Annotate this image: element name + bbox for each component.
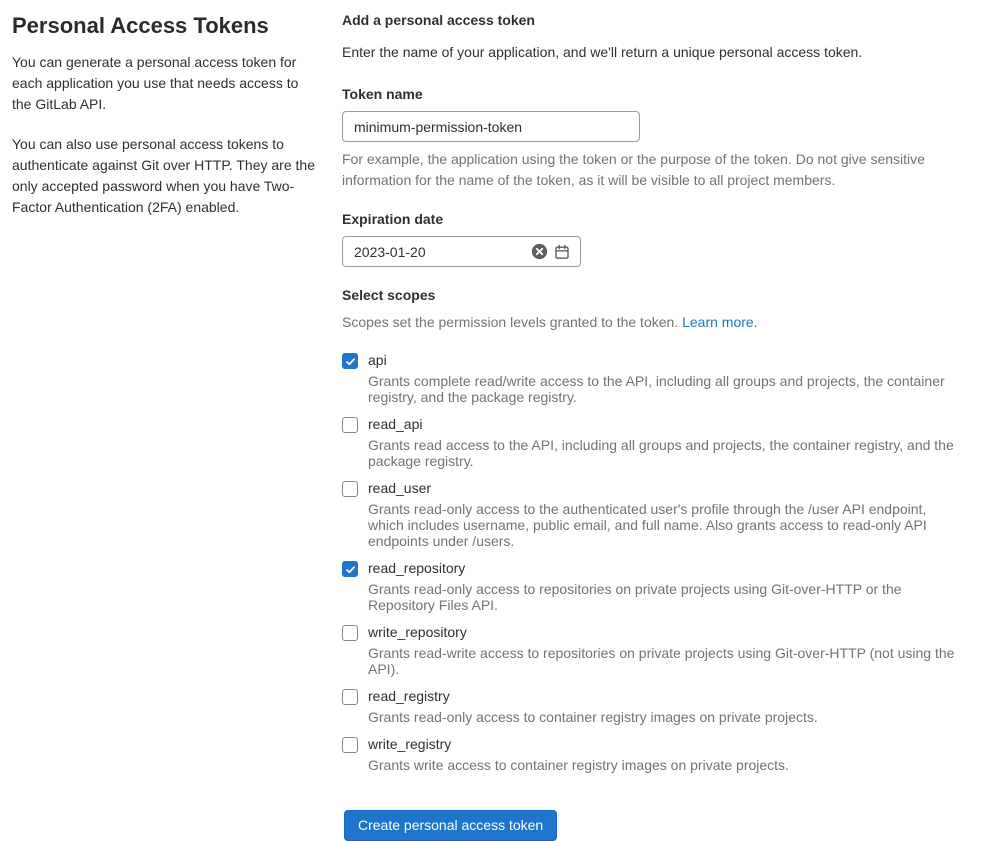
scope-name[interactable]: read_repository xyxy=(368,560,466,576)
scope-checkbox[interactable] xyxy=(342,353,358,369)
clear-date-button[interactable] xyxy=(528,243,551,260)
add-token-form xyxy=(342,12,970,841)
expiration-date-field[interactable] xyxy=(342,236,581,267)
scope-option xyxy=(342,687,970,725)
expiration-date-input[interactable] xyxy=(343,244,528,260)
check-icon xyxy=(345,356,356,367)
token-name-input[interactable] xyxy=(342,111,640,142)
scope-checkbox[interactable] xyxy=(342,625,358,641)
scope-name[interactable]: write_repository xyxy=(368,624,467,640)
scope-description: Grants read-only access to container registry images on private projects. xyxy=(368,709,818,725)
scope-option xyxy=(342,351,970,405)
scope-option xyxy=(342,735,970,773)
scope-name[interactable]: read_api xyxy=(368,416,423,432)
expiration-date-group xyxy=(342,211,970,267)
scope-description: Grants read-only access to repositories on private projects using Git-over-HTTP or the Repository Files API. xyxy=(368,581,902,613)
scope-text xyxy=(368,479,966,549)
calendar-icon xyxy=(554,244,570,260)
scope-checkbox[interactable] xyxy=(342,689,358,705)
scope-description: Grants read-only access to the authenticated user's profile through the /user API endpoint, which includes username, public email, and full name. Also grants access to read-only API endpoints under /users. xyxy=(368,501,927,549)
select-scopes-label: Select scopes xyxy=(342,287,436,303)
scope-option xyxy=(342,479,970,549)
page-title: Personal Access Tokens xyxy=(12,13,269,38)
form-description: Enter the name of your application, and we'll return a unique personal access token. xyxy=(342,44,863,60)
scope-checkbox[interactable] xyxy=(342,417,358,433)
expiration-date-label: Expiration date xyxy=(342,211,444,227)
token-name-group xyxy=(342,86,970,191)
scope-description: Grants read access to the API, including all groups and projects, the container registry, and the package registry. xyxy=(368,437,954,469)
scope-text xyxy=(368,623,966,677)
scope-text xyxy=(368,415,966,469)
scope-option xyxy=(342,623,970,677)
scope-text xyxy=(368,559,966,613)
scope-checkbox[interactable] xyxy=(342,481,358,497)
scopes-help xyxy=(342,312,970,333)
scope-name[interactable]: read_registry xyxy=(368,688,450,704)
open-calendar-button[interactable] xyxy=(551,244,573,260)
token-name-label: Token name xyxy=(342,86,423,102)
token-name-help: For example, the application using the token or the purpose of the token. Do not give sensitive information for the name of the token, as it will be visible to all project members. xyxy=(342,151,925,188)
page-description-column xyxy=(12,12,316,841)
clear-icon xyxy=(531,243,548,260)
scopes-help-text: Scopes set the permission levels granted to the token. xyxy=(342,314,679,330)
scope-description: Grants read-write access to repositories on private projects using Git-over-HTTP (not using the API). xyxy=(368,645,955,677)
check-icon xyxy=(345,564,356,575)
scope-text xyxy=(368,351,966,405)
scope-name[interactable]: api xyxy=(368,352,387,368)
form-heading: Add a personal access token xyxy=(342,12,535,28)
scope-description: Grants complete read/write access to the API, including all groups and projects, the container registry, and the package registry. xyxy=(368,373,945,405)
scope-text xyxy=(368,687,818,725)
scope-name[interactable]: read_user xyxy=(368,480,432,496)
scope-description: Grants write access to container registry images on private projects. xyxy=(368,757,789,773)
intro-paragraph-1: You can generate a personal access token for each application you use that needs access to the GitLab API. xyxy=(12,54,299,112)
scope-checkbox[interactable] xyxy=(342,561,358,577)
create-token-button[interactable]: Create personal access token xyxy=(344,810,557,841)
scope-name[interactable]: write_registry xyxy=(368,736,452,752)
scope-option xyxy=(342,559,970,613)
select-scopes-group xyxy=(342,287,970,773)
scope-list xyxy=(342,351,970,773)
scope-option xyxy=(342,415,970,469)
scope-text xyxy=(368,735,789,773)
intro-paragraph-2: You can also use personal access tokens to authenticate against Git over HTTP. They are the only accepted password when you have Two-Factor Authentication (2FA) enabled. xyxy=(12,136,315,215)
learn-more-link[interactable]: Learn more. xyxy=(682,314,758,330)
scope-checkbox[interactable] xyxy=(342,737,358,753)
